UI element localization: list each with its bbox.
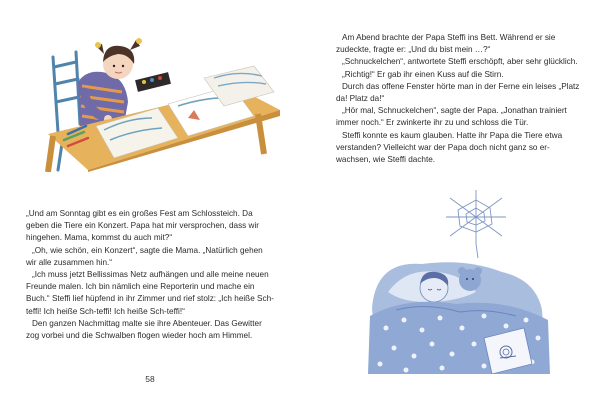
spider-web-shape [446, 190, 506, 258]
paragraph: „Und am Sonntag gibt es ein großes Fest am Schlossteich. Da geben die Tiere ein Konzert. Papa hat mir versprochen, dass wir hingehen. Mama, kommst du auch mit?“ [26, 209, 260, 243]
sleeping-girl [420, 272, 448, 302]
girl-sleeping-under-blanket-illustration [366, 188, 556, 374]
paragraph: Am Abend brachte der Papa Steffi ins Bett. Während er sie zudeckte, fragte er: „Und du bist mein …?“ [336, 33, 556, 55]
paragraph: Steffi konnte es kaum glauben. Hatte ihr Papa die Tiere etwa verstanden? Vielleicht war der Papa doch nicht ganz so er- wachsen, wie Steffi dachte. [336, 130, 563, 165]
girl-drawing-at-desk-illustration [18, 22, 288, 172]
paragraph: „Ich muss jetzt Bellissimas Netz aufhängen und alle meine neuen Freunde malen. Ich bin nämlich eine Reporterin und mache ein Buch.“ Steffi lief hüpfend in ihr Zimmer und rief stolz: „Ich heiße Sch-teffi! Ich heiße Sch-teffi! Ich heiße Sch-teffi!“ [26, 270, 274, 316]
page-number: 58 [145, 374, 155, 384]
paragraph: „Hör mal, Schnuckelchen“, sagte der Papa. „Jonathan trainiert immer noch.“ Er zwinkerte ihr zu und schloss die Tür. [336, 106, 567, 128]
paragraph: „Oh, wie schön, ein Konzert“, sagte die Mama. „Natürlich gehen wir alle zusammen hin.“ [26, 245, 263, 267]
paragraph: Den ganzen Nachmittag malte sie ihre Abenteuer. Das Gewitter zog vorbei und die Schwalben flogen wieder hoch am Himmel. [26, 318, 262, 341]
paragraph: „Richtig!“ Er gab ihr einen Kuss auf die Stirn. [342, 69, 504, 79]
paragraph: Durch das offene Fenster hörte man in der Ferne ein leises „Platz da! Platz da!“ [336, 81, 580, 104]
left-page-text [26, 208, 274, 342]
right-page [300, 0, 600, 400]
paint-box [135, 72, 171, 92]
right-page-text [336, 32, 582, 166]
paragraph: „Schnuckelchen“, antwortete Steffi erschöpft, aber sehr glücklich. [342, 57, 578, 67]
